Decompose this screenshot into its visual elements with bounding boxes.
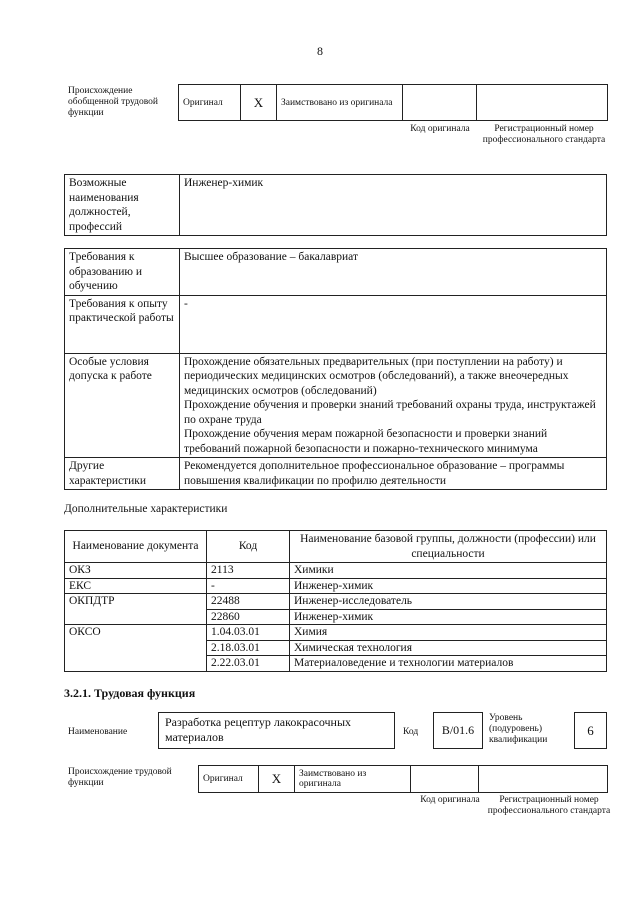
original-cell: Оригинал [199,766,259,792]
cell-code: 2.22.03.01 [207,656,290,672]
table-header-row [65,531,607,563]
cell-name: Химики [290,563,607,579]
table-row [65,353,607,458]
cell-document: ЕКС [65,578,207,594]
cell-name: Химическая технология [290,640,607,656]
positions-label: Возможные наименования должностей, профессий [65,175,180,236]
positions-table [64,174,607,236]
cell-name: Инженер-исследователь [290,594,607,610]
requirement-label: Другие характеристики [65,458,180,490]
header-document: Наименование документа [65,531,207,563]
requirement-value: Высшее образование – бакалавриат [180,249,607,296]
additional-table [64,530,607,672]
requirement-label: Требования к опыту практической работы [65,295,180,353]
cell-code: 2113 [207,563,290,579]
code-label: Код [403,727,419,737]
cell-code: - [207,578,290,594]
code-box [433,712,483,749]
level-label: Уровень (подуровень) квалификации [489,713,548,745]
borrowed-cell: Заимствовано из оригинала [277,85,403,120]
cell-code: 2.18.03.01 [207,640,290,656]
cell-document: ОКСО [65,625,207,672]
registration-number-cell [477,85,607,120]
origin-cells [198,765,608,793]
cell-name: Инженер-химик [290,609,607,625]
requirement-label: Требования к образованию и обучению [65,249,180,296]
header-code: Код [207,531,290,563]
table-row [65,578,607,594]
origin-label: Происхождение трудовой функции [68,767,172,788]
function-name-value: Разработка рецептур лакокрасочных материалов [165,715,352,744]
positions-value: Инженер-химик [180,175,607,236]
cell-code: 1.04.03.01 [207,625,290,641]
cell-name: Химия [290,625,607,641]
caption-original-code: Код оригинала [410,124,470,134]
requirement-label: Особые условия допуска к работе [65,353,180,458]
original-code-cell [403,85,477,120]
requirement-value: Прохождение обязательных предварительных (при поступлении на работу) и периодических медицинских осмотров (обследований), а также внеочередных медицинских осмотров (обследований) Прохождение обучения и проверки знаний требований охраны труда, инструктажей по охране труда Прохождение обучения мерам пожарной безопасности и проверки знаний требований пожарной безопасности и пожарно-технического минимума [180,353,607,458]
caption-original-code: Код оригинала [420,795,480,805]
function-name-label: Наименование [68,727,128,737]
additional-title: Дополнительные характеристики [64,503,228,515]
requirements-table [64,248,607,490]
table-row [65,458,607,490]
cell-code: 22860 [207,609,290,625]
page-number: 8 [317,44,323,58]
caption-registration-number: Регистрационный номер профессионального стандарта [487,795,611,816]
origin-block-bottom [68,765,608,793]
level-box [574,712,607,749]
original-mark: X [259,766,295,792]
table-row [65,594,607,610]
origin-block-top [68,84,608,121]
cell-code: 22488 [207,594,290,610]
origin-label: Происхождение обобщенной трудовой функции [68,86,158,118]
borrowed-cell: Заимствовано из оригинала [295,766,411,792]
original-cell: Оригинал [179,85,241,120]
requirement-value: - [180,295,607,353]
cell-document: ОКЗ [65,563,207,579]
registration-number-cell [479,766,607,792]
cell-name: Материаловедение и технологии материалов [290,656,607,672]
cell-document: ОКПДТР [65,594,207,625]
original-mark: X [241,85,277,120]
function-name-box [158,712,395,749]
table-row [65,295,607,353]
table-row [65,563,607,579]
table-row [65,625,607,641]
level-value: 6 [587,722,594,738]
header-name: Наименование базовой группы, должности (профессии) или специальности [290,531,607,563]
original-code-cell [411,766,479,792]
cell-name: Инженер-химик [290,578,607,594]
caption-registration-number: Регистрационный номер профессионального стандарта [482,124,606,145]
section-title: 3.2.1. Трудовая функция [64,686,196,700]
requirement-value: Рекомендуется дополнительное профессиональное образование – программы повышения квалификации по профилю деятельности [180,458,607,490]
table-row [65,175,607,236]
table-row [65,249,607,296]
origin-cells [178,84,608,121]
code-value: B/01.6 [441,723,475,737]
